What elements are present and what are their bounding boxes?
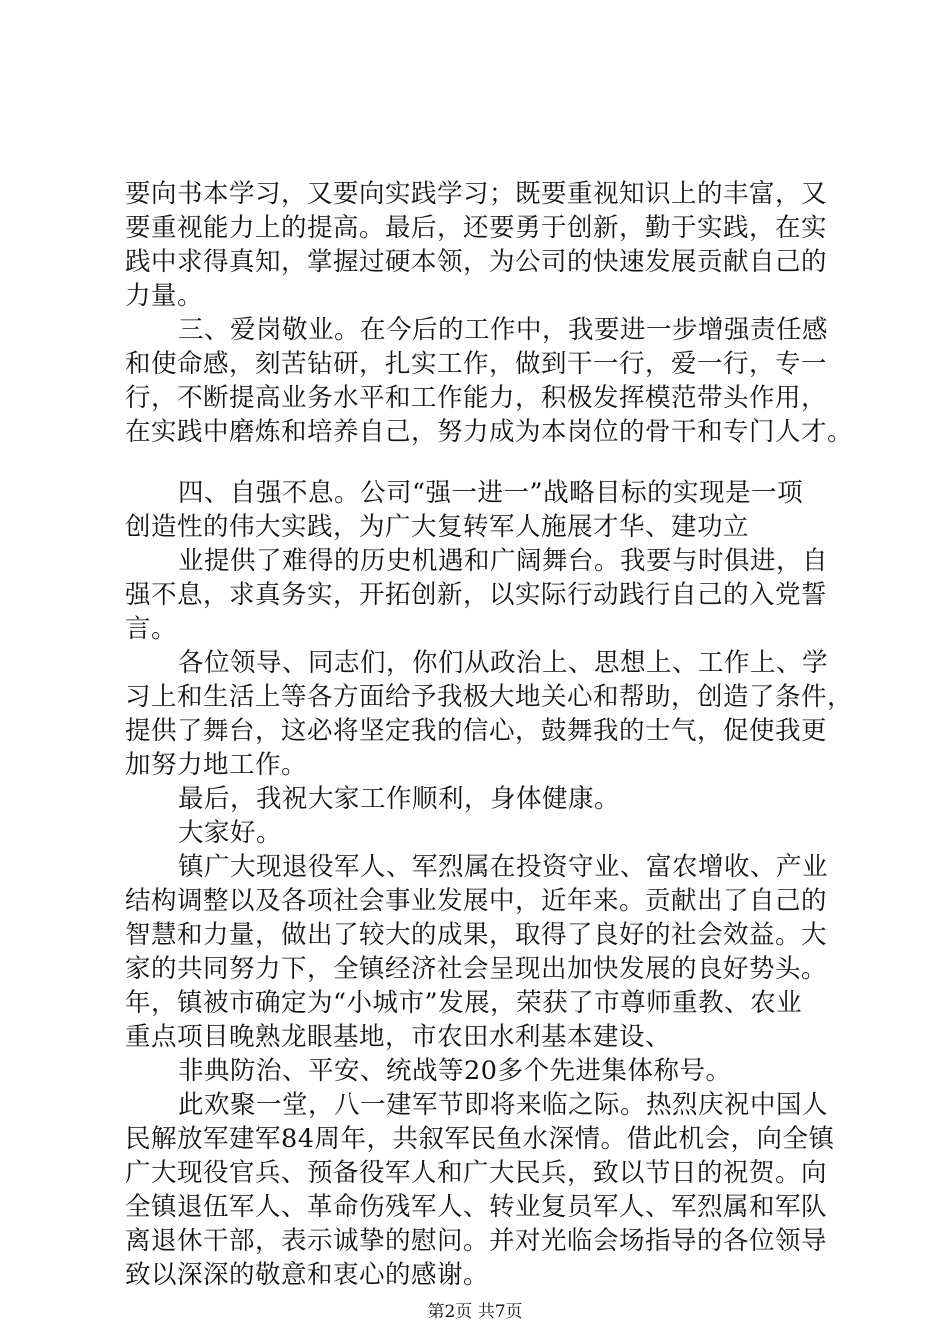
text-line: 家的共同努力下，全镇经济社会呈现出加快发展的良好势头。 [125, 954, 828, 984]
paragraph-start-line: 各位领导、同志们，你们从政治上、思想上、工作上、学 [178, 648, 829, 678]
paragraph-start-line: 大家好。 [178, 818, 283, 848]
text-line: 创造性的伟大实践，为广大复转军人施展才华、建功立 [125, 512, 750, 542]
text-line: 要重视能力上的提高。最后，还要勇于创新，勤于实践，在实 [125, 213, 828, 243]
text-line: 和使命感，刻苦钻研，扎实工作，做到干一行，爱一行，专一 [125, 349, 828, 379]
paragraph-start-line: 三、爱岗敬业。在今后的工作中，我要进一步增强责任感 [178, 315, 829, 345]
text-line: 致以深深的敬意和衷心的感谢。 [125, 1260, 490, 1290]
text-line: 在实践中磨炼和培养自己，努力成为本岗位的骨干和专门人才。 [125, 417, 854, 447]
text-line: 业提供了难得的历史机遇和广阔舞台。我要与时俱进，自 [178, 546, 829, 576]
text-line: 离退休干部，表示诚挚的慰问。并对光临会场指导的各位领导 [125, 1226, 828, 1256]
text-line: 要向书本学习，又要向实践学习；既要重视知识上的丰富，又 [125, 179, 828, 209]
text-line: 非典防治、平安、统战等20多个先进集体称号。 [178, 1056, 732, 1086]
text-line: 言。 [125, 614, 178, 644]
text-line: 习上和生活上等各方面给予我极大地关心和帮助，创造了条件， [125, 682, 854, 712]
text-line: 民解放军建军84周年，共叙军民鱼水深情。借此机会，向全镇 [125, 1124, 835, 1154]
page-number-footer: 第2页 共7页 [427, 1302, 523, 1322]
text-line: 智慧和力量，做出了较大的成果，取得了良好的社会效益。大 [125, 920, 828, 950]
paragraph-start-line: 最后，我祝大家工作顺利，身体健康。 [178, 784, 621, 814]
text-line: 加努力地工作。 [125, 750, 308, 780]
text-line: 年，镇被市确定为“小城市”发展，荣获了市尊师重教、农业 [125, 988, 803, 1018]
text-line: 重点项目晚熟龙眼基地，市农田水利基本建设、 [125, 1022, 672, 1052]
text-line: 践中求得真知，掌握过硬本领，为公司的快速发展贡献自己的 [125, 247, 828, 277]
text-line: 行，不断提高业务水平和工作能力，积极发挥模范带头作用， [125, 383, 828, 413]
paragraph-start-line: 此欢聚一堂，八一建军节即将来临之际。热烈庆祝中国人 [178, 1090, 829, 1120]
text-line: 全镇退伍军人、革命伤残军人、转业复员军人、军烈属和军队 [125, 1192, 828, 1222]
text-line: 力量。 [125, 281, 204, 311]
text-line: 结构调整以及各项社会事业发展中，近年来。贡献出了自己的 [125, 886, 828, 916]
paragraph-start-line: 四、自强不息。公司“强一进一”战略目标的实现是一项 [178, 478, 804, 508]
text-line: 强不息，求真务实，开拓创新，以实际行动践行自己的入党誓 [125, 580, 828, 610]
paragraph-start-line: 镇广大现退役军人、军烈属在投资守业、富农增收、产业 [178, 852, 829, 882]
text-line: 提供了舞台，这必将坚定我的信心，鼓舞我的士气，促使我更 [125, 716, 828, 746]
text-line: 广大现役官兵、预备役军人和广大民兵，致以节日的祝贺。向 [125, 1158, 828, 1188]
